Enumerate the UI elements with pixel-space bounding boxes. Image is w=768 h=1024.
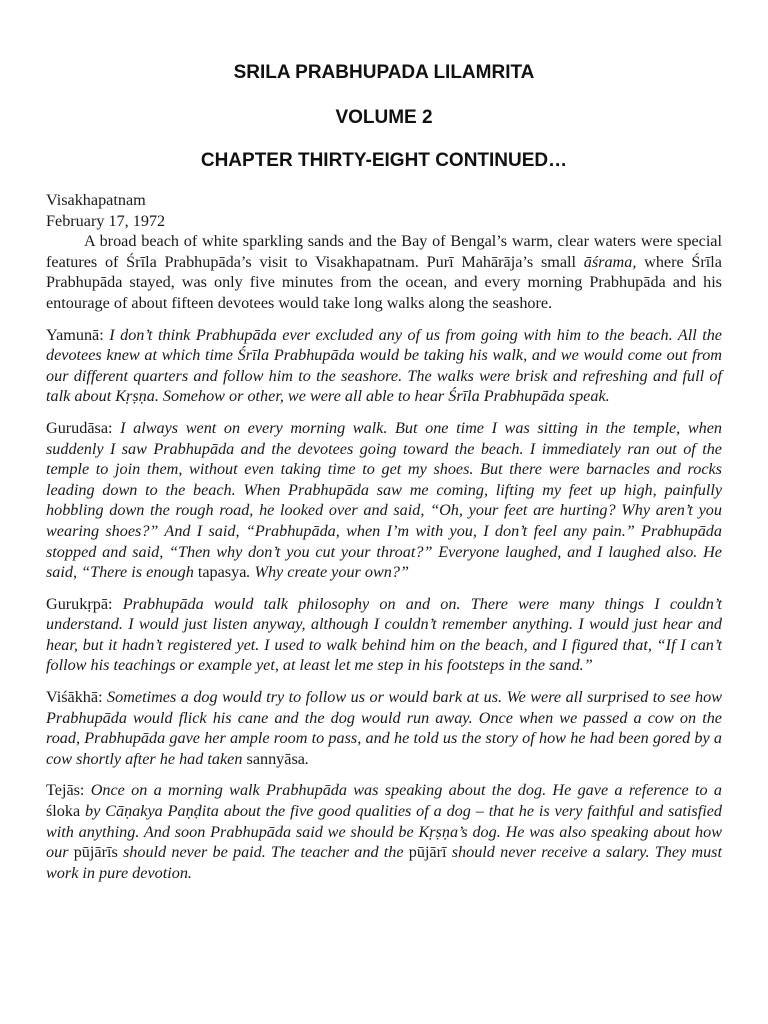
quote-text: . Why create your own?” [246,563,409,582]
quote-text: Sometimes a dog would try to follow us or would bark at us. We were all surprised to see how Prabhupāda would flick his cane and the dog would run away. Once when we passed a cow on the road, Prabhupāda gave her ample room to pass, and he told us the story of how he had been gored by a cow shortly after he had taken [46,688,722,768]
intro-term-asrama: āśrama, [583,252,637,271]
quote-text: Once on a morning walk Prabhupāda was speaking about the dog. He gave a reference to a [84,781,722,800]
document-body [46,190,722,883]
quote-tejas [46,780,722,883]
quote-text: should never receive a salary. They must work in pure devotion. [46,843,722,882]
quote-text: I don’t think Prabhupāda ever excluded any of us from going with him to the beach. All the devotees knew at which time Śrīla Prabhupāda would be taking his walk, and we would come out from our different quarters and follow him to the seashore. The walks were brisk and refreshing and full of talk about Kṛṣṇa. Somehow or other, we were all able to hear Śrīla Prabhupāda speak. [46,325,722,406]
volume-heading: VOLUME 2 [335,107,433,128]
intro-text-1: A broad beach of white sparkling sands and the Bay of Bengal’s warm, clear waters were special features of Śrīla Prabhupāda’s visit to Visakhapatnam. Purī Mahārāja’s small [46,232,722,271]
quote-visakha [46,687,722,769]
intro-paragraph [46,231,722,313]
quote-term: pūjārīs [73,843,118,862]
speaker-name: Tejās: [46,781,85,800]
place-line: Visakhapatnam [46,191,146,209]
chapter-heading: CHAPTER THIRTY-EIGHT CONTINUED… [200,150,568,171]
quote-term: sannyāsa [246,749,305,768]
date-line: February 17, 1972 [46,211,166,230]
quote-text: by Cāṇakya Paṇḍita about the five good qualities of a dog – that he is very faithful and satisfied with anything. And soon Prabhupāda said we should be Kṛṣṇa’s dog. He was also speaking about how our [46,802,722,862]
quote-gurukrpa [46,594,722,676]
quote-yamuna [46,325,722,407]
quote-text: Prabhupāda would talk philosophy on and on. There were many things I couldn’t understand. I would just listen anyway, although I couldn’t remember anything. I would just hear and hear, but it hadn’t registered yet. I used to walk behind him on the beach, and I figured that, “If I can’t follow his teachings or example yet, at least let me step in his footsteps in the sand.” [46,594,722,675]
speaker-name: Viśākhā: [46,688,103,707]
quote-term: pūjārī [408,843,447,862]
intro-text-2: where Śrīla Prabhupāda stayed, was only five minutes from the ocean, and every morning Prabhupāda and his entourage of about fifteen devotees would take long walks along the seashore. [46,252,722,312]
quote-text: should never be paid. The teacher and the [117,843,409,862]
quote-term: tapasya [197,563,247,582]
speaker-name: Yamunā: [46,325,104,344]
quote-text: . [304,749,309,768]
speaker-name: Gurukṛpā: [46,594,113,613]
quote-gurudasa [46,418,722,583]
speaker-name: Gurudāsa: [46,418,113,437]
quote-term: śloka [46,802,81,821]
quote-text: I always went on every morning walk. But one time I was sitting in the temple, when suddenly I saw Prabhupāda and the devotees going toward the beach. I immediately ran out of the temple to join them, without even taking time to get my shoes. But there were barnacles and rocks leading down to the beach. When Prabhupāda saw me coming, lifting my feet up high, painfully hobbling down the rough road, he looked over and said, “Oh, your feet are hurting? Why aren’t you wearing shoes?” And I said, “Prabhupāda, when I’m with you, I don’t feel any pain.” Prabhupāda stopped and said, “Then why don’t you cut your throat?” Everyone laughed, and I laughed also. He said, “There is enough [46,418,722,582]
book-title: SRILA PRABHUPADA LILAMRITA [233,62,535,83]
